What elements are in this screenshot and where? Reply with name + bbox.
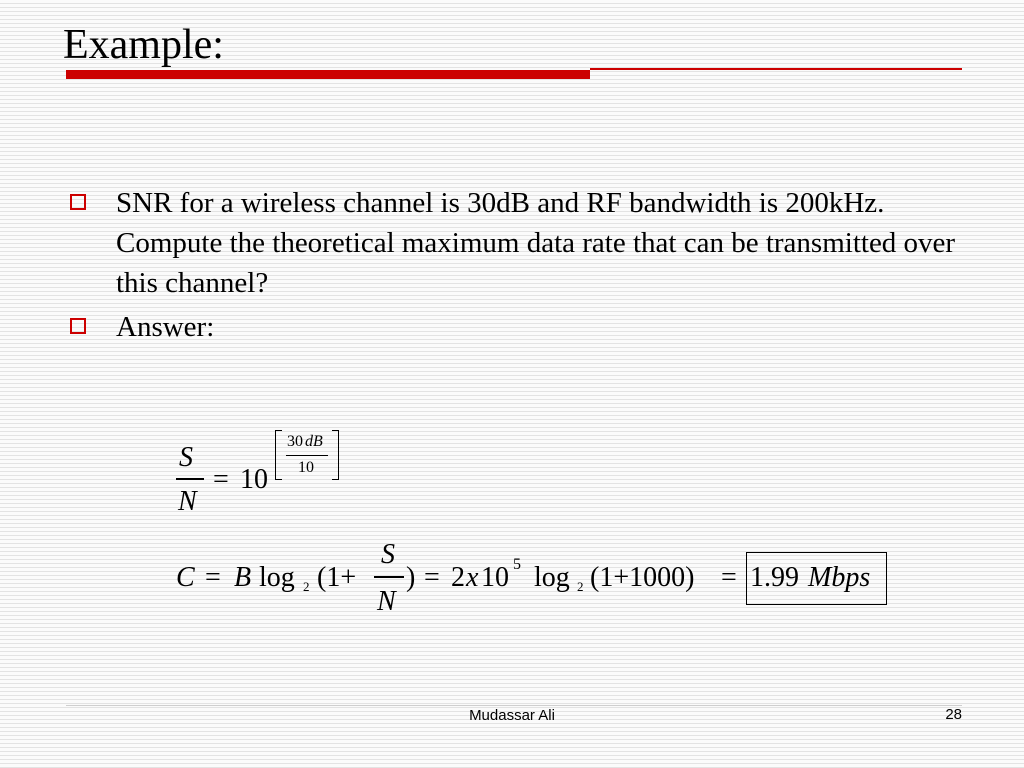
square-bullet-icon bbox=[70, 318, 86, 334]
capacity-frac-num: S bbox=[381, 539, 395, 570]
capacity-paren-close: ) bbox=[406, 562, 416, 593]
footer-author: Mudassar Ali bbox=[469, 707, 555, 724]
capacity-log1-base: 2 bbox=[303, 579, 310, 594]
capacity-exp5: 5 bbox=[513, 556, 521, 573]
capacity-eq1: = bbox=[205, 562, 221, 593]
capacity-result-value: 1.99 bbox=[750, 562, 799, 593]
left-bracket bbox=[275, 430, 282, 480]
capacity-eq2: = bbox=[424, 562, 440, 593]
capacity-paren-expr: (1+1000) bbox=[590, 562, 695, 593]
capacity-c: C bbox=[176, 562, 195, 593]
capacity-x: x bbox=[466, 562, 479, 593]
right-bracket bbox=[332, 430, 339, 480]
capacity-fraction-bar bbox=[374, 576, 404, 578]
snr-numerator: S bbox=[179, 442, 193, 473]
title-underline-thin bbox=[590, 68, 962, 70]
bullet-item-question bbox=[66, 183, 976, 303]
bullet-text-answer: Answer: bbox=[116, 311, 215, 343]
bullet-item-answer bbox=[66, 307, 976, 347]
bullet-list bbox=[66, 183, 976, 351]
title-underline-thick bbox=[66, 70, 590, 79]
capacity-log1: log bbox=[259, 562, 295, 593]
capacity-log2-base: 2 bbox=[577, 579, 584, 594]
slide-title: Example: bbox=[63, 22, 224, 68]
square-bullet-icon bbox=[70, 194, 86, 210]
bullet-text-question: SNR for a wireless channel is 30dB and RF bandwidth is 200kHz. Compute the theoretical maximum data rate that can be transmitted over this channel? bbox=[116, 187, 956, 299]
capacity-two: 2 bbox=[451, 562, 465, 593]
snr-base: 10 bbox=[240, 464, 268, 495]
page-number: 28 bbox=[945, 706, 962, 723]
capacity-log2: log bbox=[534, 562, 570, 593]
exp-numerator-unit: dB bbox=[305, 433, 323, 450]
snr-equals: = bbox=[213, 464, 229, 495]
snr-denominator: N bbox=[178, 486, 197, 517]
footer-divider bbox=[66, 705, 962, 706]
capacity-eq3: = bbox=[721, 562, 737, 593]
exp-numerator-value: 30 bbox=[287, 433, 303, 450]
capacity-paren-open: (1+ bbox=[317, 562, 357, 593]
capacity-result-unit: Mbps bbox=[808, 562, 871, 593]
snr-fraction-bar bbox=[176, 478, 204, 480]
exp-denominator: 10 bbox=[298, 459, 314, 476]
capacity-b: B bbox=[234, 562, 252, 593]
capacity-ten: 10 bbox=[481, 562, 509, 593]
exp-fraction-bar bbox=[286, 455, 328, 456]
capacity-frac-den: N bbox=[377, 586, 396, 617]
